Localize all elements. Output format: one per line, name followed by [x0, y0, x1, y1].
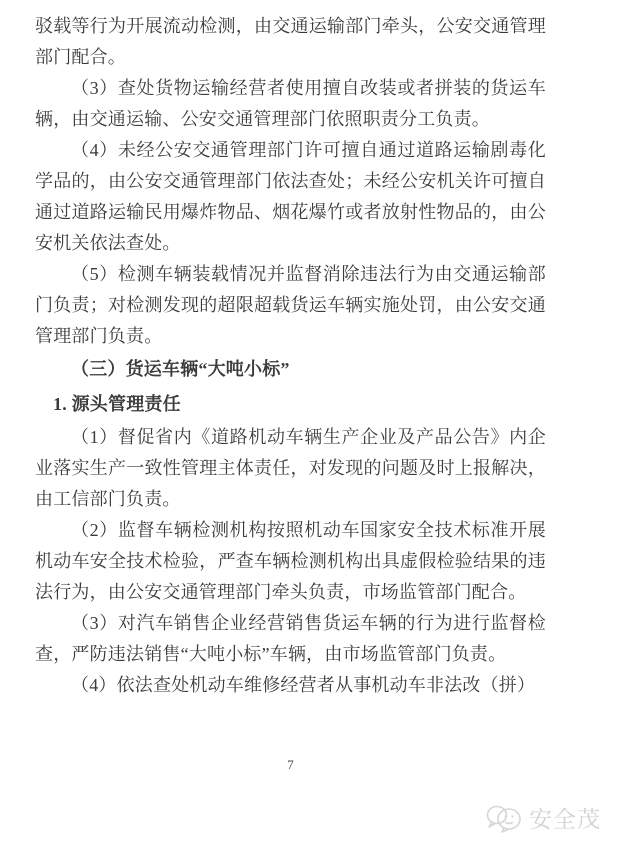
watermark-text: 安全茂	[529, 806, 601, 832]
paragraph-continuation: 驳载等行为开展流动检测，由交通运输部门牵头，公安交通管理部门配合。	[35, 16, 546, 67]
paragraph: （3）对汽车销售企业经营销售货运车辆的行为进行监督检查，严防违法销售“大吨小标”车辆，由市场监管部门负责。	[35, 613, 546, 664]
paragraph: （2）监督车辆检测机构按照机动车国家安全技术标准开展机动车安全技术检验，严查车辆检测机构出具虚假检验结果的违法行为，由公安交通管理部门牵头负责，市场监管部门配合。	[35, 520, 546, 602]
section-heading: （三）货运车辆“大吨小标”	[71, 359, 290, 379]
paragraph: （4）未经公安交通管理部门许可擅自通过道路运输剧毒化学品的，由公安交通管理部门依法查处；未经公安机关许可擅自通过道路运输民用爆炸物品、烟花爆竹或者放射性物品的，由公安机关依法查处。	[35, 140, 546, 253]
paragraph: （1）督促省内《道路机动车辆生产企业及产品公告》内企业落实生产一致性管理主体责任，对发现的问题及时上报解决，由工信部门负责。	[35, 427, 546, 509]
watermark	[484, 801, 601, 834]
page-number: 7	[287, 757, 294, 772]
paragraph: （3）查处货物运输经营者使用擅自改装或者拼装的货运车辆，由交通运输、公安交通管理部门依照职责分工负责。	[35, 78, 546, 129]
paragraph: （4）依法查处机动车维修经营者从事机动车非法改（拼）	[71, 675, 536, 695]
paragraph: （5）检测车辆装载情况并监督消除违法行为由交通运输部门负责；对检测发现的超限超载货运车辆实施处罚，由公安交通管理部门负责。	[35, 264, 546, 346]
document-body	[35, 11, 546, 701]
anquanmao-mascot-icon	[484, 802, 526, 834]
subsection-heading: 1. 源头管理责任	[53, 394, 181, 414]
